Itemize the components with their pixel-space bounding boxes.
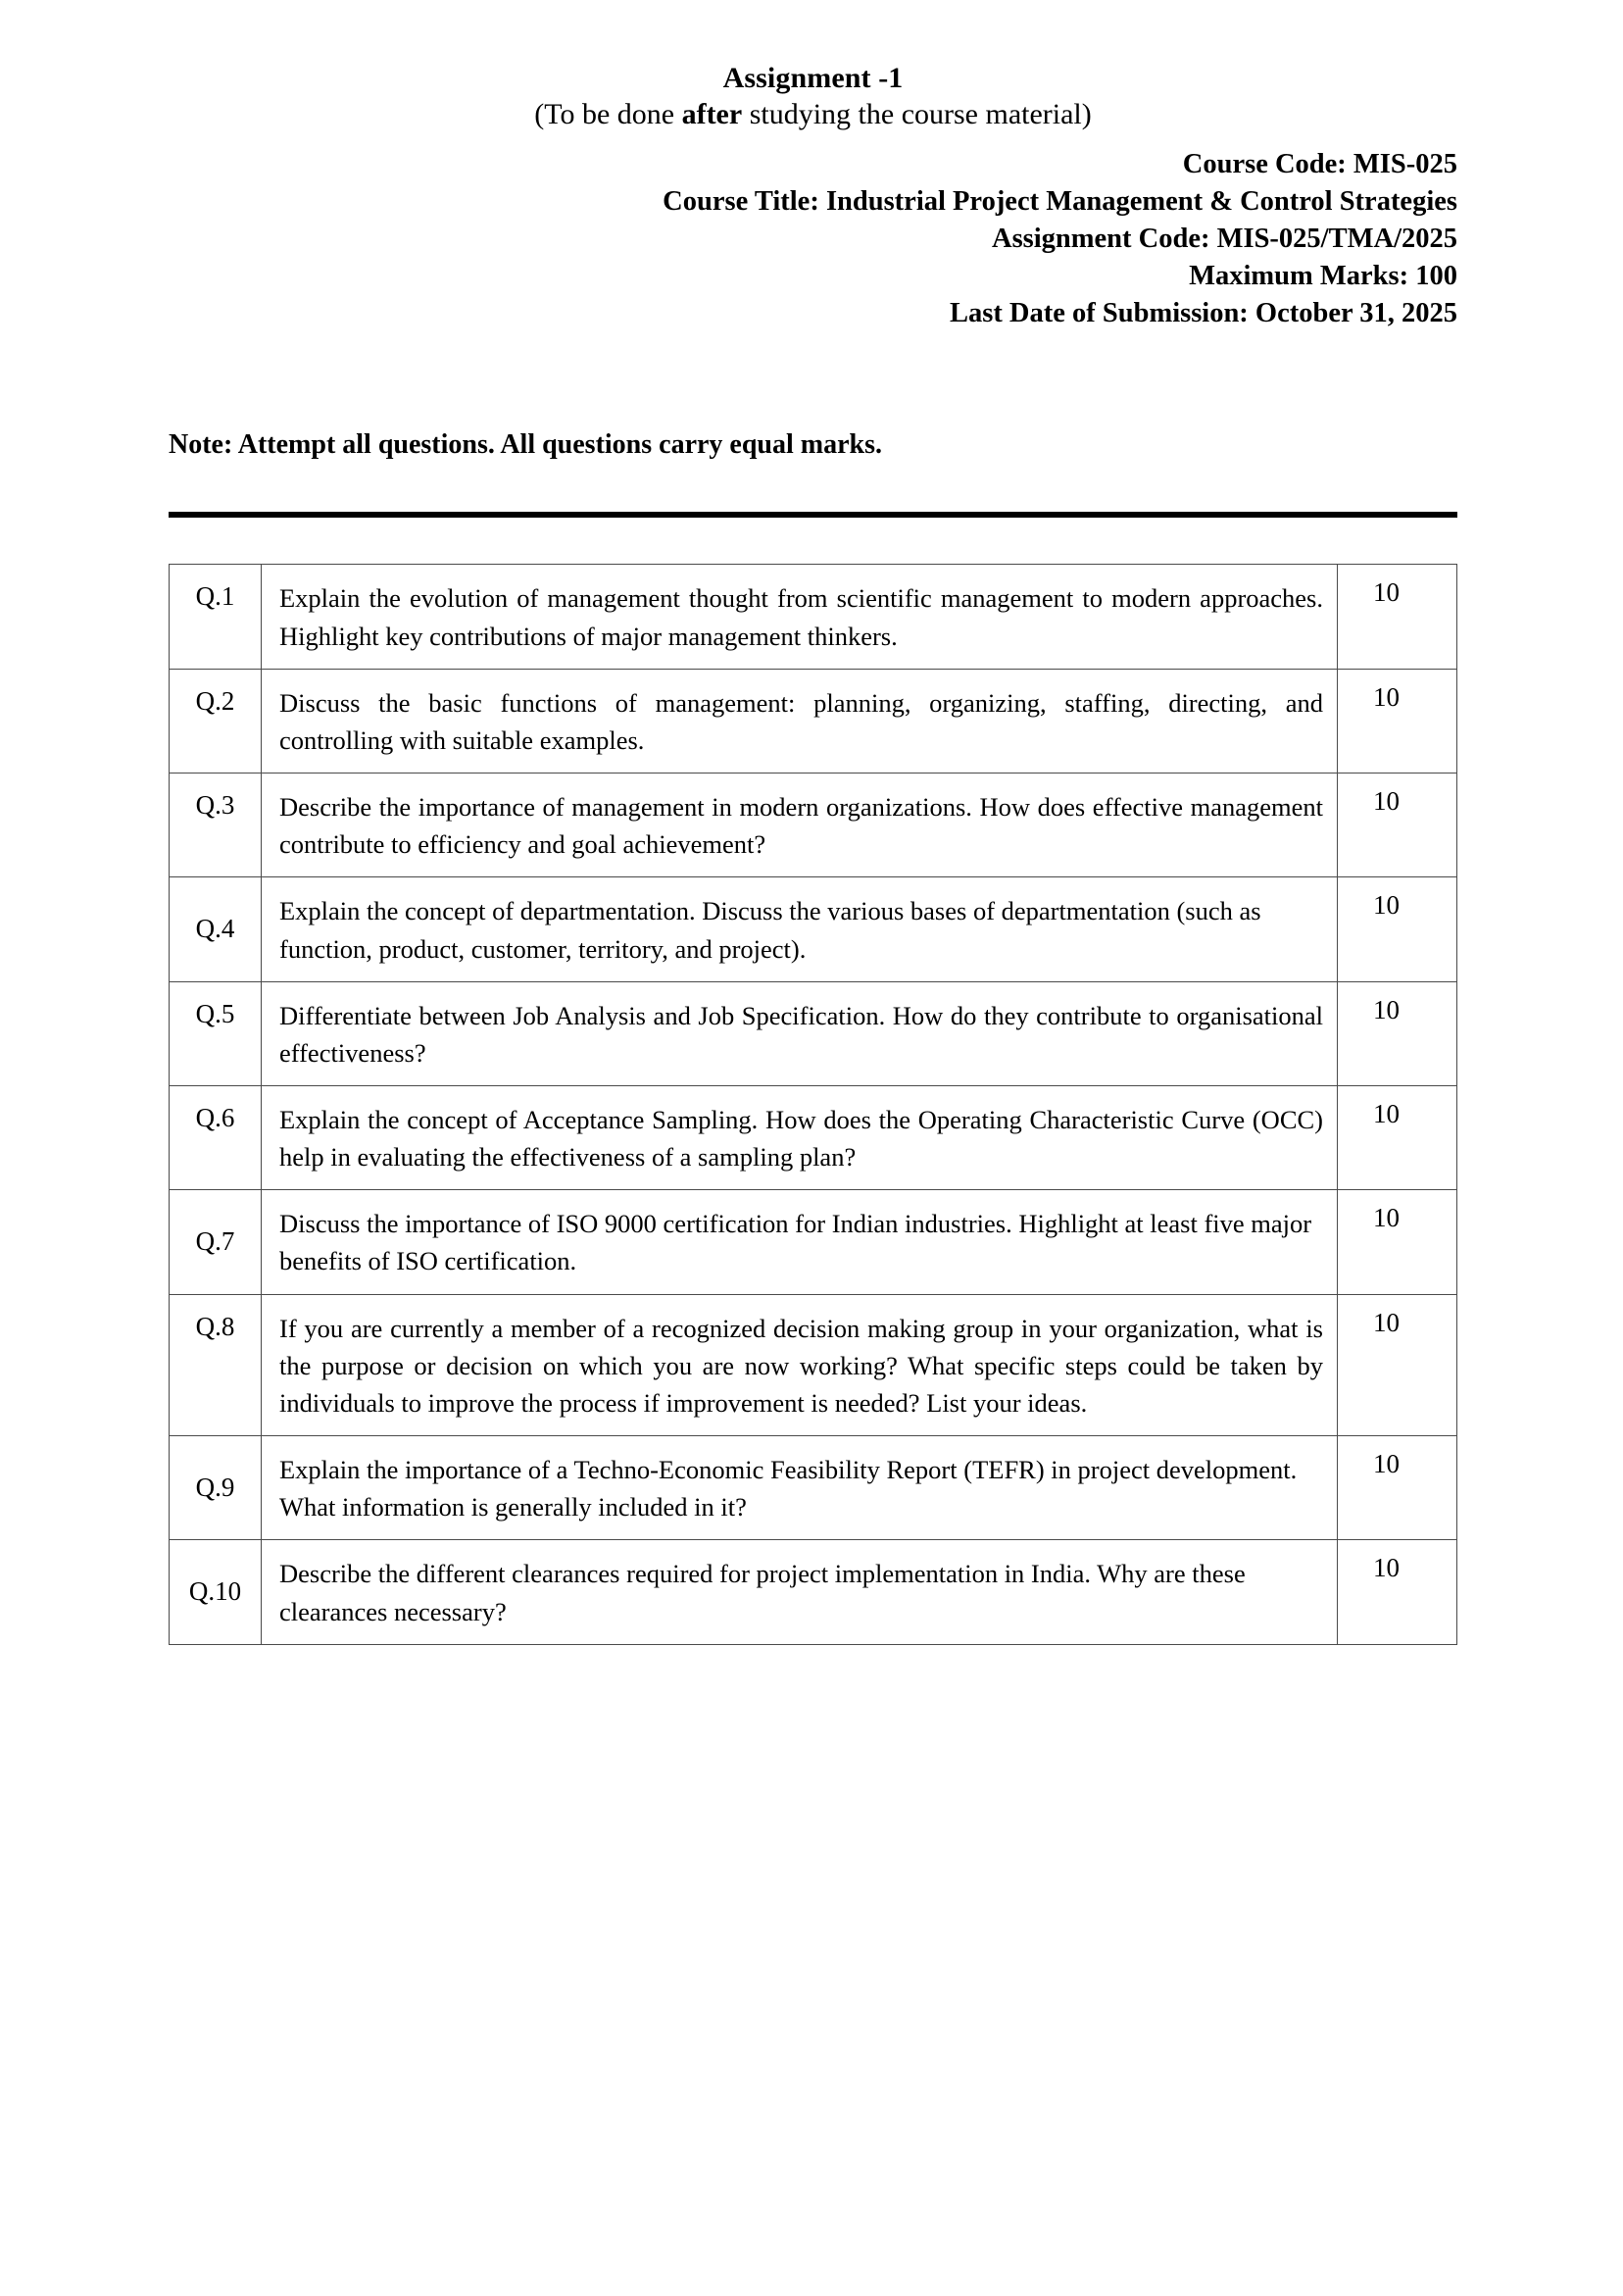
question-number: Q.5 (195, 998, 235, 1028)
question-number-cell (170, 1086, 262, 1190)
header-block (169, 0, 1457, 332)
question-text: Differentiate between Job Analysis and Job Specification. How do they contribute to organisational effectiveness? (279, 1000, 1323, 1068)
question-text-cell (262, 565, 1338, 669)
question-marks: 10 (1373, 1553, 1400, 1583)
question-marks-cell (1338, 877, 1457, 981)
question-number: Q.7 (195, 1226, 235, 1257)
question-marks: 10 (1373, 577, 1400, 608)
question-text: Describe the importance of management in modern organizations. How does effective management contribute to efficiency and goal achievement? (279, 792, 1323, 860)
table-row (170, 981, 1457, 1085)
question-text: Explain the concept of departmentation. Discuss the various bases of departmentation (such as function, product, customer, territory, and project). (279, 896, 1261, 964)
meta-assignment-code: Assignment Code: MIS-025/TMA/2025 (992, 224, 1457, 255)
question-text-cell (262, 981, 1338, 1085)
question-text-cell (262, 1190, 1338, 1294)
horizontal-divider (169, 512, 1457, 518)
question-number-cell (170, 1190, 262, 1294)
question-number-cell (170, 981, 262, 1085)
question-marks: 10 (1373, 1449, 1400, 1479)
course-metadata (169, 146, 1457, 331)
table-row (170, 877, 1457, 981)
table-row (170, 1086, 1457, 1190)
question-number: Q.9 (195, 1472, 235, 1502)
question-marks: 10 (1373, 681, 1400, 712)
question-text: Explain the importance of a Techno-Economic Feasibility Report (TEFR) in project development. What information is generally included in it? (279, 1455, 1298, 1522)
question-number: Q.3 (195, 790, 235, 821)
subtitle-text-before: (To be done (534, 98, 682, 131)
meta-course-code: Course Code: MIS-025 (1182, 149, 1457, 180)
question-text-cell (262, 669, 1338, 773)
question-marks: 10 (1373, 890, 1400, 921)
page-content (169, 0, 1457, 1645)
question-number: Q.8 (195, 1311, 235, 1341)
question-marks-cell (1338, 1190, 1457, 1294)
question-number-cell (170, 774, 262, 877)
question-text-cell (262, 774, 1338, 877)
question-number-cell (170, 877, 262, 981)
table-row (170, 1540, 1457, 1644)
subtitle-text-after: studying the course material) (742, 98, 1092, 131)
question-marks-cell (1338, 1294, 1457, 1435)
question-number: Q.10 (188, 1576, 242, 1607)
question-marks: 10 (1373, 1203, 1400, 1233)
question-text-cell (262, 1294, 1338, 1435)
question-marks-cell (1338, 981, 1457, 1085)
table-row (170, 565, 1457, 669)
question-marks: 10 (1373, 786, 1400, 817)
question-number-cell (170, 1294, 262, 1435)
table-row (170, 1294, 1457, 1435)
question-number: Q.6 (195, 1103, 235, 1132)
question-text-cell (262, 1086, 1338, 1190)
question-number-cell (170, 1540, 262, 1644)
question-marks: 10 (1373, 1099, 1400, 1128)
question-marks-cell (1338, 774, 1457, 877)
question-text-cell (262, 1436, 1338, 1540)
meta-course-title: Course Title: Industrial Project Management & Control Strategies (663, 186, 1457, 218)
table-row (170, 1436, 1457, 1540)
question-marks-cell (1338, 669, 1457, 773)
question-marks: 10 (1373, 1307, 1400, 1337)
question-text: If you are currently a member of a recognized decision making group in your organization, what is the purpose or decision on which you are now working? What specific steps could be taken by individuals to improve the process if improvement is needed? List your ideas. (279, 1313, 1323, 1418)
question-text-cell (262, 877, 1338, 981)
question-marks: 10 (1373, 994, 1400, 1024)
question-marks-cell (1338, 1436, 1457, 1540)
note-text: Note: Attempt all questions. All questions carry equal marks. (169, 428, 882, 460)
question-text-cell (262, 1540, 1338, 1644)
subtitle-emphasis: after (681, 98, 743, 131)
table-row (170, 774, 1457, 877)
meta-maximum-marks: Maximum Marks: 100 (1189, 261, 1457, 292)
question-text: Discuss the basic functions of management: planning, organizing, staffing, directing, and controlling with suitable examples. (279, 687, 1323, 755)
question-number: Q.1 (195, 581, 235, 612)
table-row (170, 669, 1457, 773)
question-text: Describe the different clearances required for project implementation in India. Why are these clearances necessary? (279, 1559, 1246, 1626)
questions-table-body (170, 565, 1457, 1644)
page-title: Assignment -1 (722, 62, 904, 94)
question-marks-cell (1338, 1086, 1457, 1190)
question-number-cell (170, 1436, 262, 1540)
question-number: Q.4 (195, 914, 235, 944)
question-text: Explain the evolution of management thought from scientific management to modern approaches. Highlight key contributions of major management thinkers. (279, 583, 1323, 651)
question-number: Q.2 (195, 685, 235, 716)
page-subtitle (169, 97, 1457, 132)
questions-table (169, 564, 1457, 1644)
question-text: Discuss the importance of ISO 9000 certification for Indian industries. Highlight at least five major benefits of ISO certification. (279, 1209, 1312, 1276)
question-number-cell (170, 565, 262, 669)
question-number-cell (170, 669, 262, 773)
question-marks-cell (1338, 1540, 1457, 1644)
question-text: Explain the concept of Acceptance Sampling. How does the Operating Characteristic Curve (OCC) help in evaluating the effectiveness of a sampling plan? (279, 1105, 1323, 1173)
meta-last-date: Last Date of Submission: October 31, 2025 (949, 297, 1457, 328)
table-row (170, 1190, 1457, 1294)
question-marks-cell (1338, 565, 1457, 669)
